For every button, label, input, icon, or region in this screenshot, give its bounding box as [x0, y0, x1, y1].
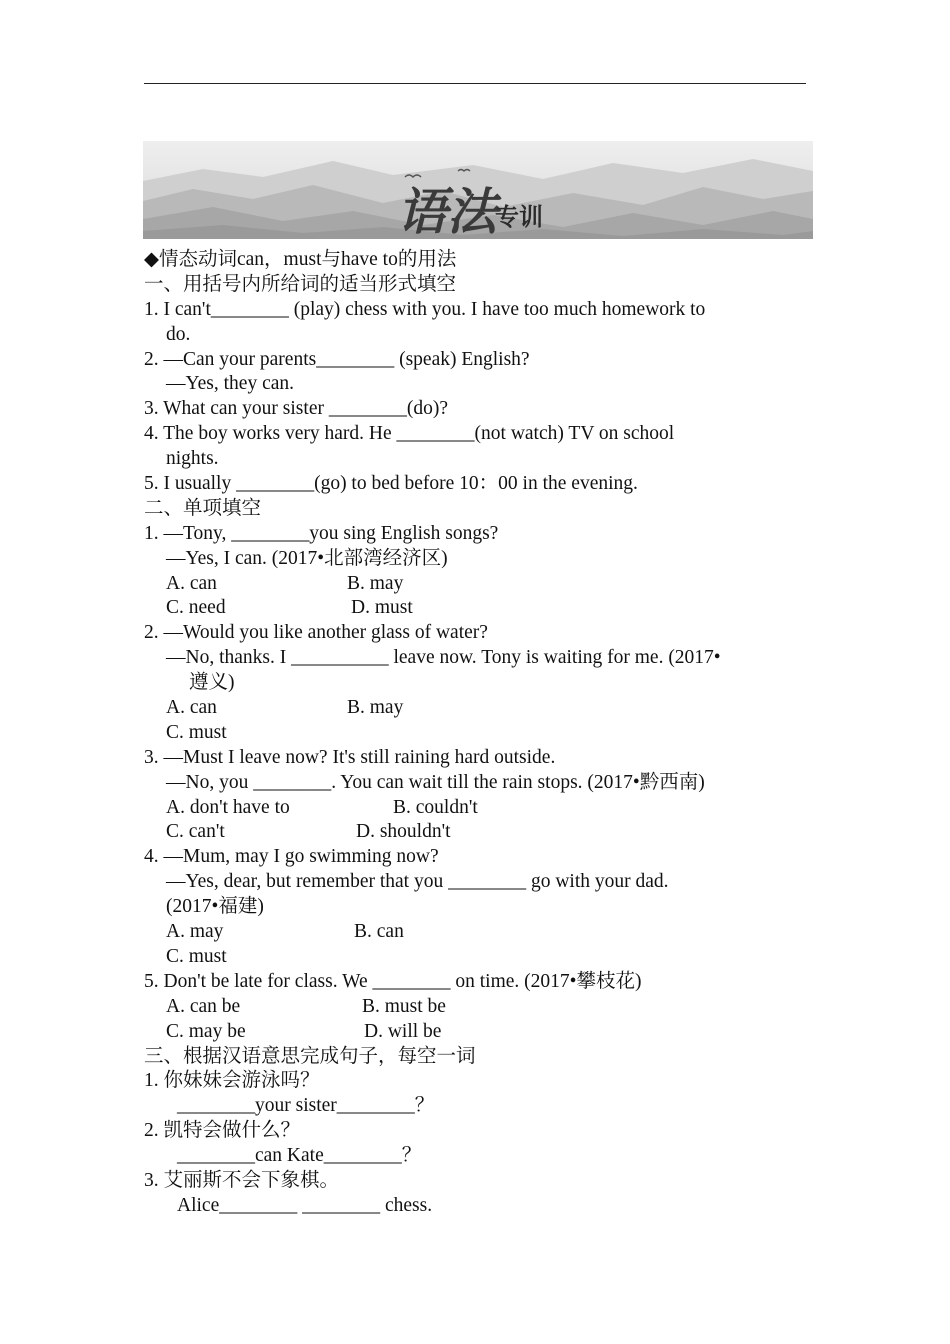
option-b: B. can — [354, 921, 404, 943]
s1-q4-line2: nights. — [166, 448, 219, 470]
s3-q1-english: ________your sister________？ — [177, 1095, 435, 1117]
s2-q2-stem: 2. —Would you like another glass of water? — [144, 622, 488, 644]
mountain-landscape-image — [143, 141, 813, 239]
s2-q4-reply-cont: (2017•福建) — [166, 896, 264, 918]
option-a: A. don't have to — [166, 796, 290, 818]
option-b: B. must be — [362, 995, 446, 1017]
s3-q3-english: Alice________ ________ chess. — [177, 1194, 433, 1216]
s1-q4-line1: 4. The boy works very hard. He ________(not watch) TV on school — [144, 423, 675, 445]
s2-q4-stem: 4. —Mum, may I go swimming now? — [144, 846, 439, 868]
s2-q1-stem: 1. —Tony, ________you sing English songs? — [144, 522, 499, 544]
option-c: C. must — [166, 945, 227, 967]
option-d: D. will be — [364, 1020, 442, 1042]
option-a: A. can — [166, 697, 217, 719]
s2-q2-options-ab — [144, 696, 816, 721]
section-1-title: 一、用括号内所给词的适当形式填空 — [144, 273, 457, 295]
s2-q4-reply: —Yes, dear, but remember that you ________ go with your dad. — [166, 871, 669, 893]
s2-q3-options-ab — [144, 796, 816, 821]
s2-q3-options-cd — [144, 820, 816, 845]
option-c: C. need — [166, 597, 226, 619]
banner-title-big: 语法 — [397, 182, 497, 239]
option-b: B. may — [347, 572, 404, 594]
s2-q3-stem: 3. —Must I leave now? It's still raining hard outside. — [144, 746, 556, 768]
option-b: B. may — [347, 697, 404, 719]
option-a: A. can be — [166, 995, 241, 1017]
option-b: B. couldn't — [393, 796, 478, 818]
banner-title-small: 专训 — [495, 203, 543, 231]
option-c: C. can't — [166, 821, 225, 843]
s2-q4-options-ab — [144, 920, 816, 945]
option-d: D. must — [351, 597, 413, 619]
option-c: C. must — [166, 721, 227, 743]
s2-q5-options-cd — [144, 1020, 816, 1045]
grammar-banner — [143, 141, 813, 239]
option-a: A. can — [166, 572, 217, 594]
s2-q2-reply-cont: 遵义) — [189, 672, 235, 694]
section-3-title: 三、根据汉语意思完成句子，每空一词 — [144, 1045, 476, 1067]
s1-q3: 3. What can your sister ________(do)? — [144, 398, 448, 420]
s1-q1-line1: 1. I can't________ (play) chess with you. I have too much homework to — [144, 298, 706, 320]
s3-q3-chinese: 3. 艾丽斯不会下象棋。 — [144, 1169, 340, 1191]
s2-q1-options-ab — [144, 572, 816, 597]
option-a: A. may — [166, 921, 224, 943]
s3-q1-chinese: 1. 你妹妹会游泳吗？ — [144, 1070, 320, 1092]
s2-q2-reply: —No, thanks. I __________ leave now. Tony is waiting for me. (2017• — [166, 647, 721, 669]
s3-q2-english: ________can Kate________？ — [177, 1145, 422, 1167]
s2-q1-reply: —Yes, I can. (2017•北部湾经济区) — [166, 547, 448, 569]
s2-q5-stem: 5. Don't be late for class. We ________ on time. (2017•攀枝花) — [144, 970, 642, 992]
s1-q1-line2: do. — [166, 323, 191, 345]
s2-q3-reply: —No, you ________. You can wait till the rain stops. (2017•黔西南) — [166, 771, 705, 793]
section-2-title: 二、单项填空 — [144, 497, 262, 519]
header-rule — [144, 83, 806, 84]
s3-q2-chinese: 2. 凯特会做什么？ — [144, 1120, 301, 1142]
option-d: D. shouldn't — [356, 821, 451, 843]
s2-q1-options-cd — [144, 596, 816, 621]
option-c: C. may be — [166, 1020, 246, 1042]
s1-q2-reply: —Yes, they can. — [166, 373, 295, 395]
s2-q5-options-ab — [144, 995, 816, 1020]
worksheet-content — [144, 248, 816, 1219]
s1-q2-stem: 2. —Can your parents________ (speak) English? — [144, 348, 530, 370]
topic-heading: ◆情态动词can，must与have to的用法 — [144, 249, 457, 270]
s1-q5: 5. I usually ________(go) to bed before 10：00 in the evening. — [144, 473, 638, 495]
